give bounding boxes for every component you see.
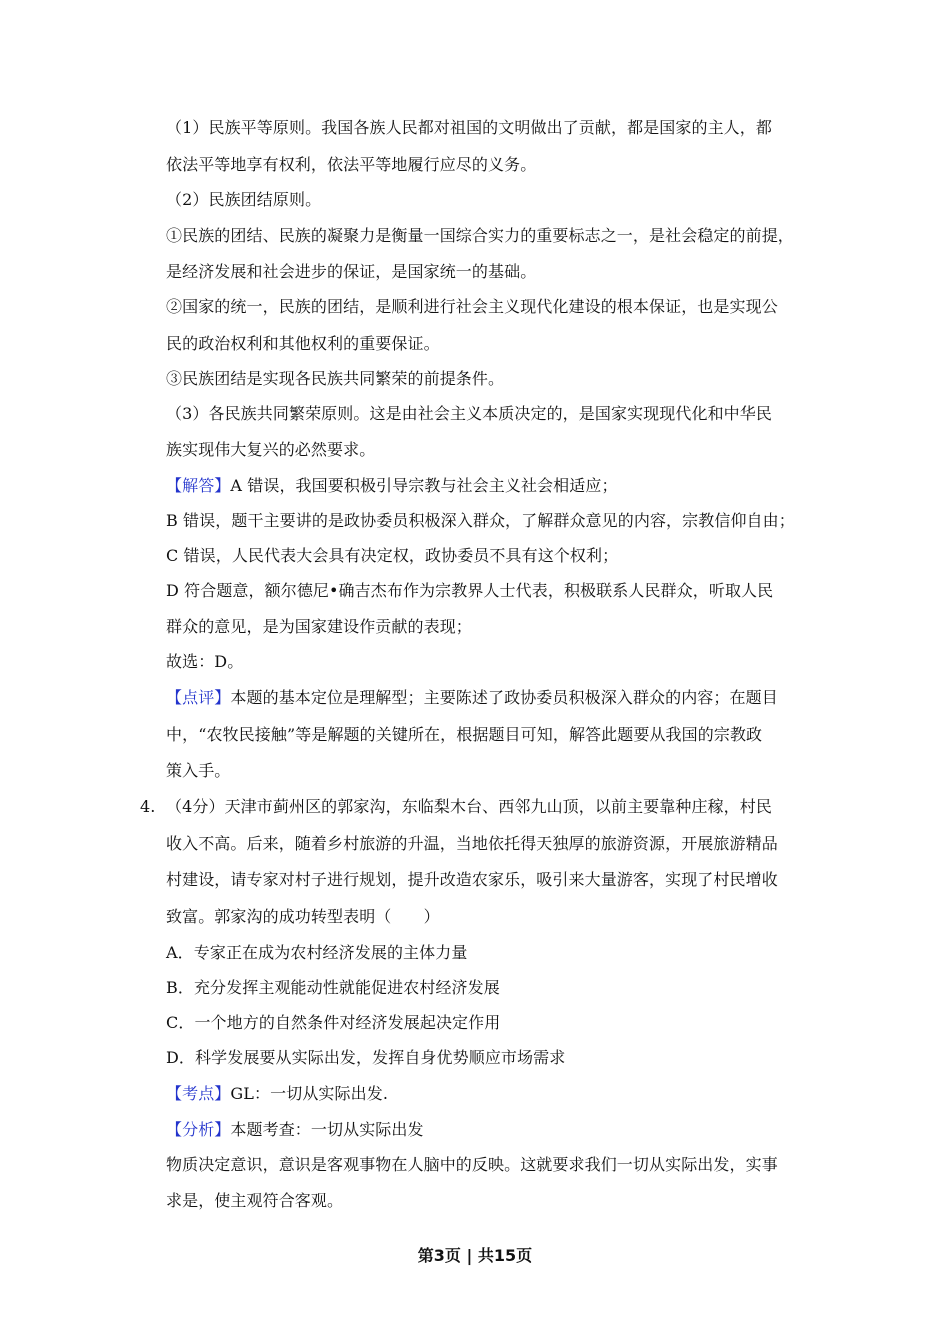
text-line <box>166 1048 565 1068</box>
text-line <box>166 440 375 460</box>
text-line <box>166 581 773 601</box>
text-line <box>140 797 772 817</box>
section-tag: 【解答】 <box>166 476 231 495</box>
text-line <box>166 1191 343 1211</box>
line-text: ①民族的团结、民族的凝聚力是衡量一国综合实力的重要标志之一，是社会稳定的前提， <box>166 226 794 245</box>
text-line <box>166 870 778 890</box>
text-line <box>166 334 440 354</box>
line-text: C．一个地方的自然条件对经济发展起决定作用 <box>166 1013 501 1032</box>
text-line <box>166 1013 500 1033</box>
line-text: 本题考查：一切从实际出发 <box>230 1120 424 1139</box>
line-text: B 错误，题干主要讲的是政协委员积极深入群众，了解群众意见的内容，宗教信仰自由； <box>166 511 795 530</box>
line-text: GL：一切从实际出发. <box>230 1084 388 1103</box>
line-text: （1）民族平等原则。我国各族人民都对祖国的文明做出了贡献，都是国家的主人，都 <box>166 118 772 137</box>
text-line <box>166 943 467 963</box>
line-text: （3）各民族共同繁荣原则。这是由社会主义本质决定的，是国家实现现代化和中华民 <box>166 404 772 423</box>
section-tag: 【分析】 <box>166 1120 231 1139</box>
line-text: D 符合题意，额尔德尼•确吉杰布作为宗教界人士代表，积极联系人民群众，听取人民 <box>166 581 774 600</box>
text-line <box>166 297 778 317</box>
line-text: A 错误，我国要积极引导宗教与社会主义社会相适应； <box>230 476 618 495</box>
line-text: ③民族团结是实现各民族共同繁荣的前提条件。 <box>166 369 505 388</box>
line-text: 策入手。 <box>166 761 231 780</box>
section-line <box>166 688 778 708</box>
line-text: D．科学发展要从实际出发，发挥自身优势顺应市场需求 <box>166 1048 566 1067</box>
text-line <box>166 155 536 175</box>
line-text: （4分）天津市蓟州区的郭家沟，东临梨木台、西邻九山顶，以前主要靠种庄稼，村民 <box>166 797 772 816</box>
line-text: A．专家正在成为农村经济发展的主体力量 <box>166 943 468 962</box>
line-text: 民的政治权利和其他权利的重要保证。 <box>166 334 440 353</box>
text-line <box>166 617 472 637</box>
text-line <box>166 511 795 531</box>
text-line <box>166 978 500 998</box>
line-text: B．充分发挥主观能动性就能促进农村经济发展 <box>166 978 500 997</box>
text-line <box>166 761 230 781</box>
section-line <box>166 1120 424 1140</box>
line-text: 物质决定意识，意识是客观事物在人脑中的反映。这就要求我们一切从实际出发，实事 <box>166 1155 778 1174</box>
text-line <box>166 907 440 927</box>
line-text: 是经济发展和社会进步的保证，是国家统一的基础。 <box>166 262 537 281</box>
section-tag: 【考点】 <box>166 1084 231 1103</box>
line-text: （2）民族团结原则。 <box>166 190 322 209</box>
page-footer: 第3页 | 共15页 <box>417 1246 533 1265</box>
line-text: 故选：D。 <box>166 652 244 671</box>
line-text: 本题的基本定位是理解型；主要陈述了政协委员积极深入群众的内容；在题目 <box>230 688 778 707</box>
line-text: ②国家的统一，民族的团结，是顺利进行社会主义现代化建设的根本保证，也是实现公 <box>166 297 778 316</box>
line-text: 依法平等地享有权利，依法平等地履行应尽的义务。 <box>166 155 537 174</box>
section-tag: 【点评】 <box>166 688 231 707</box>
line-text: 村建设，请专家对村子进行规划，提升改造农家乐，吸引来大量游客，实现了村民增收 <box>166 870 778 889</box>
text-line <box>166 834 778 854</box>
text-line <box>166 404 772 424</box>
text-line <box>166 1155 778 1175</box>
text-line <box>166 226 794 246</box>
text-line <box>166 546 618 566</box>
text-line <box>166 652 243 672</box>
text-line <box>166 190 321 210</box>
text-line <box>166 725 762 745</box>
line-text: 中，“农牧民接触”等是解题的关键所在，根据题目可知，解答此题要从我国的宗教政 <box>166 725 763 744</box>
line-text: 收入不高。后来，随着乡村旅游的升温，当地依托得天独厚的旅游资源，开展旅游精品 <box>166 834 778 853</box>
text-line <box>166 262 536 282</box>
question-number: 4. <box>140 797 156 816</box>
section-line <box>166 1084 388 1104</box>
section-line <box>166 476 618 496</box>
line-text: 求是，使主观符合客观。 <box>166 1191 344 1210</box>
line-text: 致富。郭家沟的成功转型表明（ ） <box>166 907 440 926</box>
line-text: 群众的意见，是为国家建设作贡献的表现； <box>166 617 472 636</box>
text-line <box>166 118 772 138</box>
line-text: C 错误，人民代表大会具有决定权，政协委员不具有这个权利； <box>166 546 619 565</box>
line-text: 族实现伟大复兴的必然要求。 <box>166 440 376 459</box>
text-line <box>166 369 504 389</box>
